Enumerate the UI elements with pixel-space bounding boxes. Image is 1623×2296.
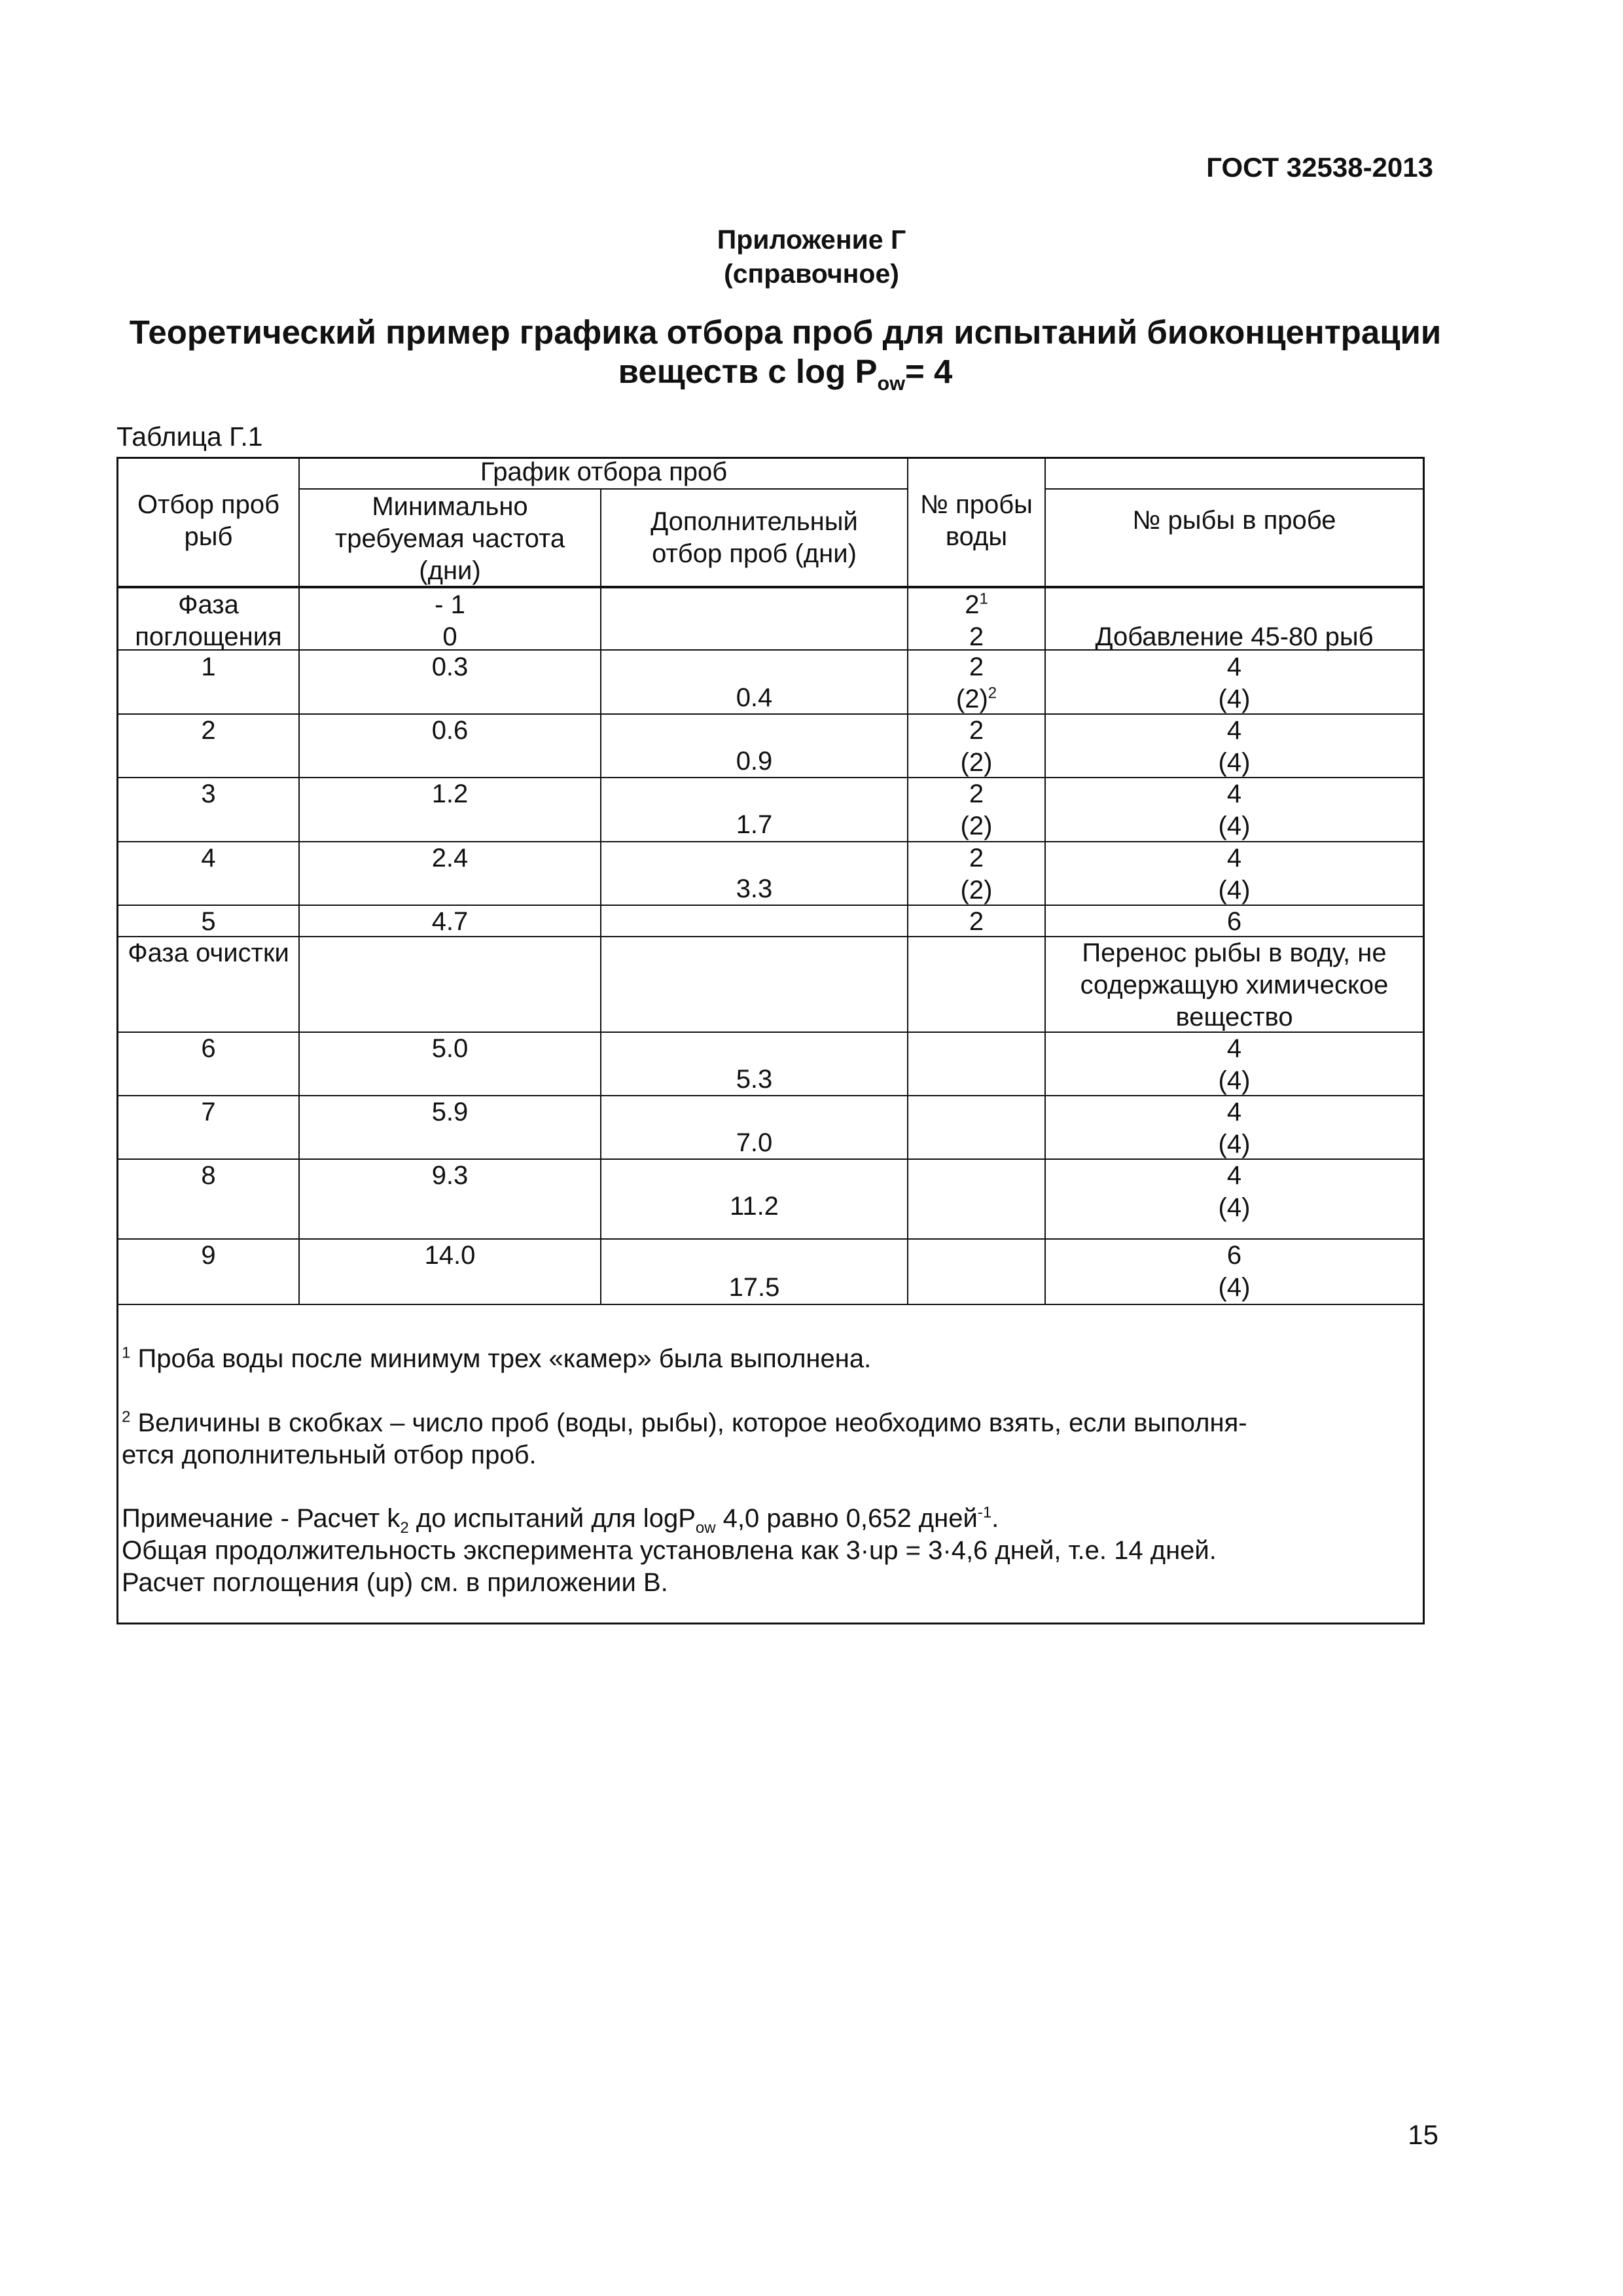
header-col3-line2: отбор проб (дни) — [652, 539, 857, 568]
header-col1 — [118, 489, 298, 553]
row-5-n: 5 — [201, 907, 216, 936]
row-9-min: 14.0 — [424, 1241, 476, 1270]
row-5-water: 2 — [969, 907, 984, 936]
uptake-phase — [118, 589, 298, 653]
row-3-min: 1.2 — [431, 780, 469, 808]
footnote-1-text: Проба воды после минимум трех «камер» была выполнена. — [130, 1344, 872, 1373]
remark — [122, 1503, 999, 1535]
row-8-fish-line1: 4 — [1226, 1161, 1242, 1190]
row-line-11 — [116, 1304, 1425, 1305]
depuration-fish-line1: Перенос рыбы в воду, не — [1082, 939, 1387, 967]
row-3-fish-line1: 4 — [1226, 780, 1242, 808]
row-1-water-line1: 2 — [969, 653, 984, 681]
row-4-water-line2: (2) — [960, 876, 993, 905]
header-col2-line1: Минимально — [372, 492, 528, 521]
row-1-n: 1 — [201, 653, 216, 681]
row-8-fish-line2: (4) — [1218, 1193, 1251, 1222]
row-5-min: 4.7 — [431, 907, 469, 936]
header-col4-line2: воды — [945, 522, 1008, 551]
row-7-fish-line1: 4 — [1226, 1098, 1242, 1126]
depuration-fish-line3: вещество — [1175, 1003, 1293, 1031]
title-line-2-pre: веществ с log P — [618, 353, 878, 390]
footnote-2 — [122, 1407, 1247, 1439]
row-2-fish-line1: 4 — [1226, 716, 1242, 745]
row-9-fish-line2: (4) — [1218, 1273, 1251, 1302]
row-3-fish-line2: (4) — [1218, 812, 1251, 840]
header-col2-line2: требуемая частота — [334, 524, 565, 553]
header-col4-line1: № пробы — [920, 490, 1033, 519]
row-3-n: 3 — [201, 780, 216, 808]
standard-number: ГОСТ 32538-2013 — [1206, 152, 1433, 183]
row-7-add: 7.0 — [736, 1128, 773, 1157]
row-7-min: 5.9 — [431, 1098, 469, 1126]
footnote-ref-1: 1 — [979, 590, 988, 608]
title-line-2-post: = 4 — [905, 353, 953, 390]
uptake-water-line2: 2 — [969, 622, 984, 651]
uptake-phase-line2: поглощения — [135, 622, 282, 651]
row-2-water-line1: 2 — [969, 716, 984, 745]
row-4-add: 3.3 — [736, 874, 773, 903]
remark-superscript: -1 — [977, 1503, 992, 1522]
header-group: График отбора проб — [480, 457, 728, 486]
row-1-water — [908, 651, 1044, 715]
row-3-water-line1: 2 — [969, 780, 984, 808]
row-1-fish-line2: (4) — [1218, 685, 1251, 713]
header-group-divider — [298, 488, 908, 490]
header-col3 — [601, 506, 907, 570]
header-col3-line1: Дополнительный — [651, 507, 858, 536]
row-7-fish-line2: (4) — [1218, 1130, 1251, 1158]
uptake-min — [300, 589, 600, 653]
row-6-add: 5.3 — [736, 1065, 773, 1094]
table-border-bottom — [116, 1623, 1425, 1624]
title-subscript: ow — [877, 372, 905, 395]
uptake-fish: Добавление 45-80 рыб — [1095, 622, 1374, 651]
header-line-col5 — [1044, 488, 1424, 490]
depuration-phase: Фаза очистки — [128, 939, 289, 967]
row-7-fish — [1046, 1096, 1423, 1160]
row-4-water — [908, 842, 1044, 906]
uptake-reference: Расчет поглощения (up) см. в приложении В. — [122, 1568, 668, 1597]
footnote-1-marker: 1 — [122, 1344, 131, 1362]
header-col1-line2: рыб — [184, 522, 233, 551]
row-9-fish-line1: 6 — [1226, 1241, 1242, 1270]
header-col1-line1: Отбор проб — [137, 490, 279, 519]
row-2-n: 2 — [201, 716, 216, 745]
row-3-water — [908, 778, 1044, 842]
row-2-fish-line2: (4) — [1218, 748, 1251, 777]
row-2-min: 0.6 — [431, 716, 469, 745]
footnote-2-continued: ется дополнительный отбор проб. — [122, 1441, 537, 1469]
row-1-fish-line1: 4 — [1226, 653, 1242, 681]
header-col2 — [300, 491, 600, 587]
header-col5: № рыбы в пробе — [1132, 506, 1336, 535]
header-col4 — [908, 489, 1044, 553]
footnote-2-text-line1: Величины в скобках – число проб (воды, рыбы), которое необходимо взять, если выполня- — [130, 1408, 1247, 1437]
row-3-add: 1.7 — [736, 810, 773, 839]
row-9-add: 17.5 — [728, 1273, 780, 1302]
row-4-water-line1: 2 — [969, 844, 984, 872]
footnote-ref-2: 2 — [988, 684, 997, 702]
row-4-fish-line1: 4 — [1226, 844, 1242, 872]
footnote-1 — [122, 1343, 871, 1375]
remark-p-subscript: ow — [695, 1519, 716, 1537]
row-1-water-add: (2) — [955, 685, 988, 713]
footnote-2-marker: 2 — [122, 1408, 131, 1426]
row-8-n: 8 — [201, 1161, 216, 1190]
header-col2-line3: (дни) — [419, 556, 481, 585]
depuration-fish-line2: содержащую химическое — [1080, 971, 1389, 999]
row-5-fish: 6 — [1226, 907, 1242, 936]
row-4-n: 4 — [201, 844, 216, 872]
duration-note: Общая продолжительность эксперимента установлена как 3·up = 3·4,6 дней, т.е. 14 дней. — [122, 1536, 1217, 1565]
row-2-add: 0.9 — [736, 747, 773, 776]
remark-a: Примечание - Расчет k — [122, 1504, 401, 1533]
page-number: 15 — [1408, 2119, 1438, 2150]
uptake-water-value-1: 2 — [965, 590, 980, 619]
row-1-add: 0.4 — [736, 683, 773, 712]
row-4-fish-line2: (4) — [1218, 876, 1251, 905]
row-7-n: 7 — [201, 1098, 216, 1126]
row-4-fish — [1046, 842, 1423, 906]
row-6-fish-line1: 4 — [1226, 1034, 1242, 1063]
row-6-min: 5.0 — [431, 1034, 469, 1063]
remark-k-subscript: 2 — [400, 1519, 409, 1537]
row-2-fish — [1046, 715, 1423, 779]
row-8-add: 11.2 — [730, 1192, 779, 1221]
row-2-water — [908, 715, 1044, 779]
row-1-min: 0.3 — [431, 653, 469, 681]
table-border-right — [1423, 457, 1425, 1624]
row-6-fish — [1046, 1033, 1423, 1097]
table-label: Таблица Г.1 — [116, 422, 263, 452]
uptake-water — [908, 589, 1044, 653]
row-4-min: 2.4 — [431, 844, 469, 872]
row-3-fish — [1046, 778, 1423, 842]
appendix-title: Приложение Г — [717, 224, 906, 255]
uptake-phase-line1: Фаза — [178, 590, 239, 619]
row-1-water-line2 — [908, 683, 1044, 715]
remark-g: . — [991, 1504, 999, 1533]
row-8-fish — [1046, 1160, 1423, 1224]
remark-e: 4,0 равно 0,652 дней — [715, 1504, 978, 1533]
row-6-n: 6 — [201, 1034, 216, 1063]
appendix-subtitle: (справочное) — [724, 259, 899, 289]
depuration-fish — [1046, 937, 1423, 1033]
row-2-water-line2: (2) — [960, 748, 993, 777]
row-6-fish-line2: (4) — [1218, 1066, 1251, 1095]
uptake-min-line1: - 1 — [435, 590, 465, 619]
uptake-water-line1 — [908, 589, 1044, 621]
row-9-n: 9 — [201, 1241, 216, 1270]
title-line-1: Теоретический пример графика отбора проб для испытаний биоконцентрации — [129, 314, 1442, 351]
row-1-fish — [1046, 651, 1423, 715]
uptake-min-line2: 0 — [442, 622, 457, 651]
row-9-fish — [1046, 1240, 1423, 1304]
row-3-water-line2: (2) — [960, 812, 993, 840]
remark-c: до испытаний для logP — [408, 1504, 696, 1533]
row-8-min: 9.3 — [431, 1161, 469, 1190]
